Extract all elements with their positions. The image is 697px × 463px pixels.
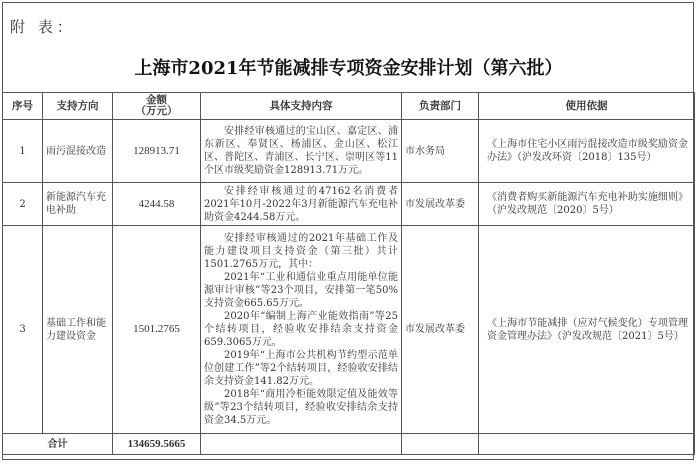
header-dept: 负责部门 <box>402 93 479 120</box>
row-basis: 《上海市住宅小区雨污混接改造市级奖励资金办法》（沪发改环资〔2018〕135号） <box>479 120 695 183</box>
content-paragraph: 2020年“编制上海产业能效指南”等25个结转项目，经验收安排结余支持资金659.3065万元。 <box>204 311 398 348</box>
funding-table <box>2 92 695 455</box>
total-amount: 134659.5665 <box>113 434 201 455</box>
attachment-label: 附 表： <box>10 18 76 36</box>
total-empty-cell <box>479 434 695 455</box>
row-basis: 《消费者购买新能源汽车充电补助实施细则》（沪发改规范〔2020〕5号） <box>479 183 695 226</box>
document-title: 上海市2021年节能减排专项资金安排计划（第六批） <box>134 58 563 79</box>
header-amount <box>113 93 201 120</box>
table-row <box>3 226 695 434</box>
row-dept: 市发展改革委 <box>402 183 479 226</box>
header-direction: 支持方向 <box>43 93 113 120</box>
total-row <box>3 434 695 455</box>
row-amount: 128913.71 <box>113 120 201 183</box>
content-paragraph: 安排经审核通过的2021年基础工作及能力建设项目支持资金（第三批）共计1501.2765万元，其中： <box>204 233 398 270</box>
total-label: 合计 <box>3 434 113 455</box>
header-amount-line1: 金额 <box>146 94 167 106</box>
content-paragraph: 2019年“上海市公共机构节约型示范单位创建工作”等2个结转项目，经验收安排结余支持资金141.82万元。 <box>204 350 398 387</box>
row-no: 2 <box>3 183 43 226</box>
row-content <box>201 183 402 226</box>
row-amount: 1501.2765 <box>113 226 201 434</box>
content-paragraph: 安排经审核通过的47162名消费者2021年10月-2022年3月新能源汽车充电补助资金4244.58万元。 <box>204 185 398 223</box>
row-direction: 新能源汽车充电补助 <box>43 183 113 226</box>
header-content: 具体支持内容 <box>201 93 402 120</box>
row-dept: 市发展改革委 <box>402 226 479 434</box>
row-direction: 基础工作和能力建设资金 <box>43 226 113 434</box>
row-content <box>201 226 402 434</box>
header-amount-line2: （万元） <box>135 105 178 117</box>
total-empty-cell <box>402 434 479 455</box>
row-direction: 雨污混接改造 <box>43 120 113 183</box>
content-paragraph: 2021年“工业和通信业重点用能单位能源审计审核”等23个项目，安排第一笔50%支持资金665.65万元。 <box>204 272 398 309</box>
row-content <box>201 120 402 183</box>
total-empty-cell <box>201 434 402 455</box>
row-dept: 市水务局 <box>402 120 479 183</box>
row-no: 3 <box>3 226 43 434</box>
row-amount: 4244.58 <box>113 183 201 226</box>
table-header-row <box>3 93 695 120</box>
content-paragraph: 安排经审核通过的宝山区、嘉定区、浦东新区、奉贤区、杨浦区、金山区、松江区、普陀区、青浦区、长宁区、崇明区等11个区市级奖励资金128913.71万元。 <box>204 126 398 176</box>
header-no: 序号 <box>3 93 43 120</box>
table-row <box>3 120 695 183</box>
header-basis: 使用依据 <box>479 93 695 120</box>
row-basis: 《上海市节能减排（应对气候变化）专项管理资金管理办法》（沪发改规范〔2021〕5号） <box>479 226 695 434</box>
row-no: 1 <box>3 120 43 183</box>
content-paragraph: 2018年“商用冷柜能效限定值及能效等级”等23个结转项目，经验收安排结余支持资金34.5万元。 <box>204 389 398 426</box>
table-row <box>3 183 695 226</box>
